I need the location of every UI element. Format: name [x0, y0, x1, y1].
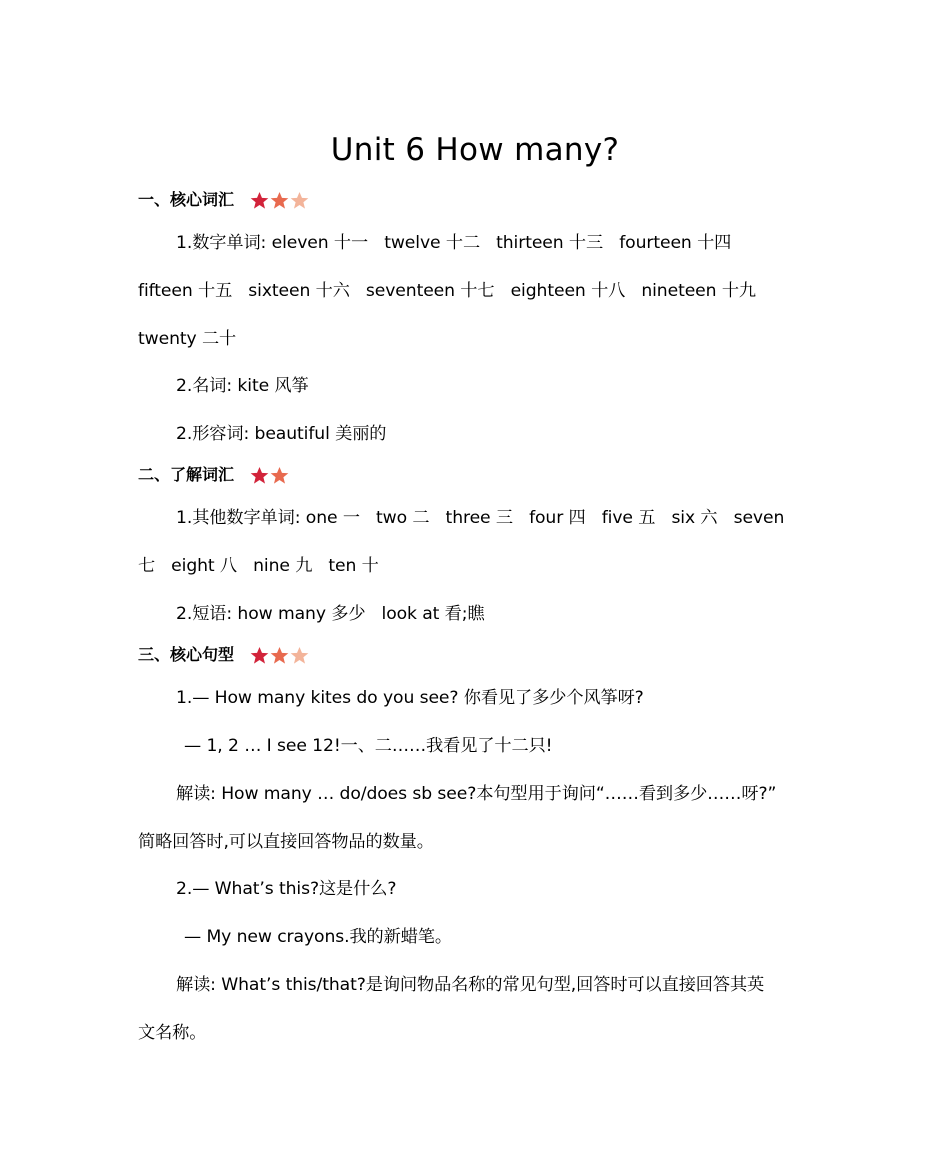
text-line: 2.名词: kite 风筝	[176, 376, 309, 396]
difficulty-stars	[250, 191, 310, 210]
section-heading-core-sentences	[138, 643, 310, 667]
text-line: 1.— How many kites do you see? 你看见了多少个风筝呀?	[176, 688, 644, 708]
text-line: 文名称。	[138, 1023, 207, 1043]
text-line: 2.— What’s this?这是什么?	[176, 879, 397, 899]
text-line: 简略回答时,可以直接回答物品的数量。	[138, 832, 434, 852]
section-heading-core-vocabulary	[138, 188, 310, 212]
section-heading-extra-vocabulary	[138, 463, 290, 487]
text-line: 解读: How many … do/does sb see?本句型用于询问“……看到多少……呀?”	[176, 784, 777, 804]
difficulty-stars	[250, 466, 290, 485]
star-medium-icon	[270, 191, 289, 210]
section-heading-text: 三、核心句型	[138, 645, 235, 664]
text-line: — My new crayons.我的新蜡笔。	[184, 927, 452, 947]
text-line: 1.其他数字单词: one 一 two 二 three 三 four 四 five 五 six 六 seven	[176, 508, 785, 528]
section-heading-text: 一、核心词汇	[138, 190, 235, 209]
text-line: 解读: What’s this/that?是询问物品名称的常见句型,回答时可以直接回答其英	[176, 975, 765, 995]
star-full-icon	[250, 191, 269, 210]
text-line: 2.短语: how many 多少 look at 看;瞧	[176, 604, 485, 624]
section-heading-text: 二、了解词汇	[138, 465, 235, 484]
text-line: twenty 二十	[138, 329, 237, 349]
star-medium-icon	[270, 646, 289, 665]
star-light-icon	[290, 191, 309, 210]
page-title: Unit 6 How many?	[330, 132, 620, 168]
text-line: 2.形容词: beautiful 美丽的	[176, 424, 387, 444]
text-line: 1.数字单词: eleven 十一 twelve 十二 thirteen 十三 fourteen 十四	[176, 233, 732, 253]
difficulty-stars	[250, 646, 310, 665]
star-full-icon	[250, 646, 269, 665]
text-line: 七 eight 八 nine 九 ten 十	[138, 556, 379, 576]
star-light-icon	[290, 646, 309, 665]
text-line: fifteen 十五 sixteen 十六 seventeen 十七 eighteen 十八 nineteen 十九	[138, 281, 756, 301]
star-medium-icon	[270, 466, 289, 485]
star-full-icon	[250, 466, 269, 485]
text-line: — 1, 2 … I see 12!一、二……我看见了十二只!	[184, 736, 553, 756]
